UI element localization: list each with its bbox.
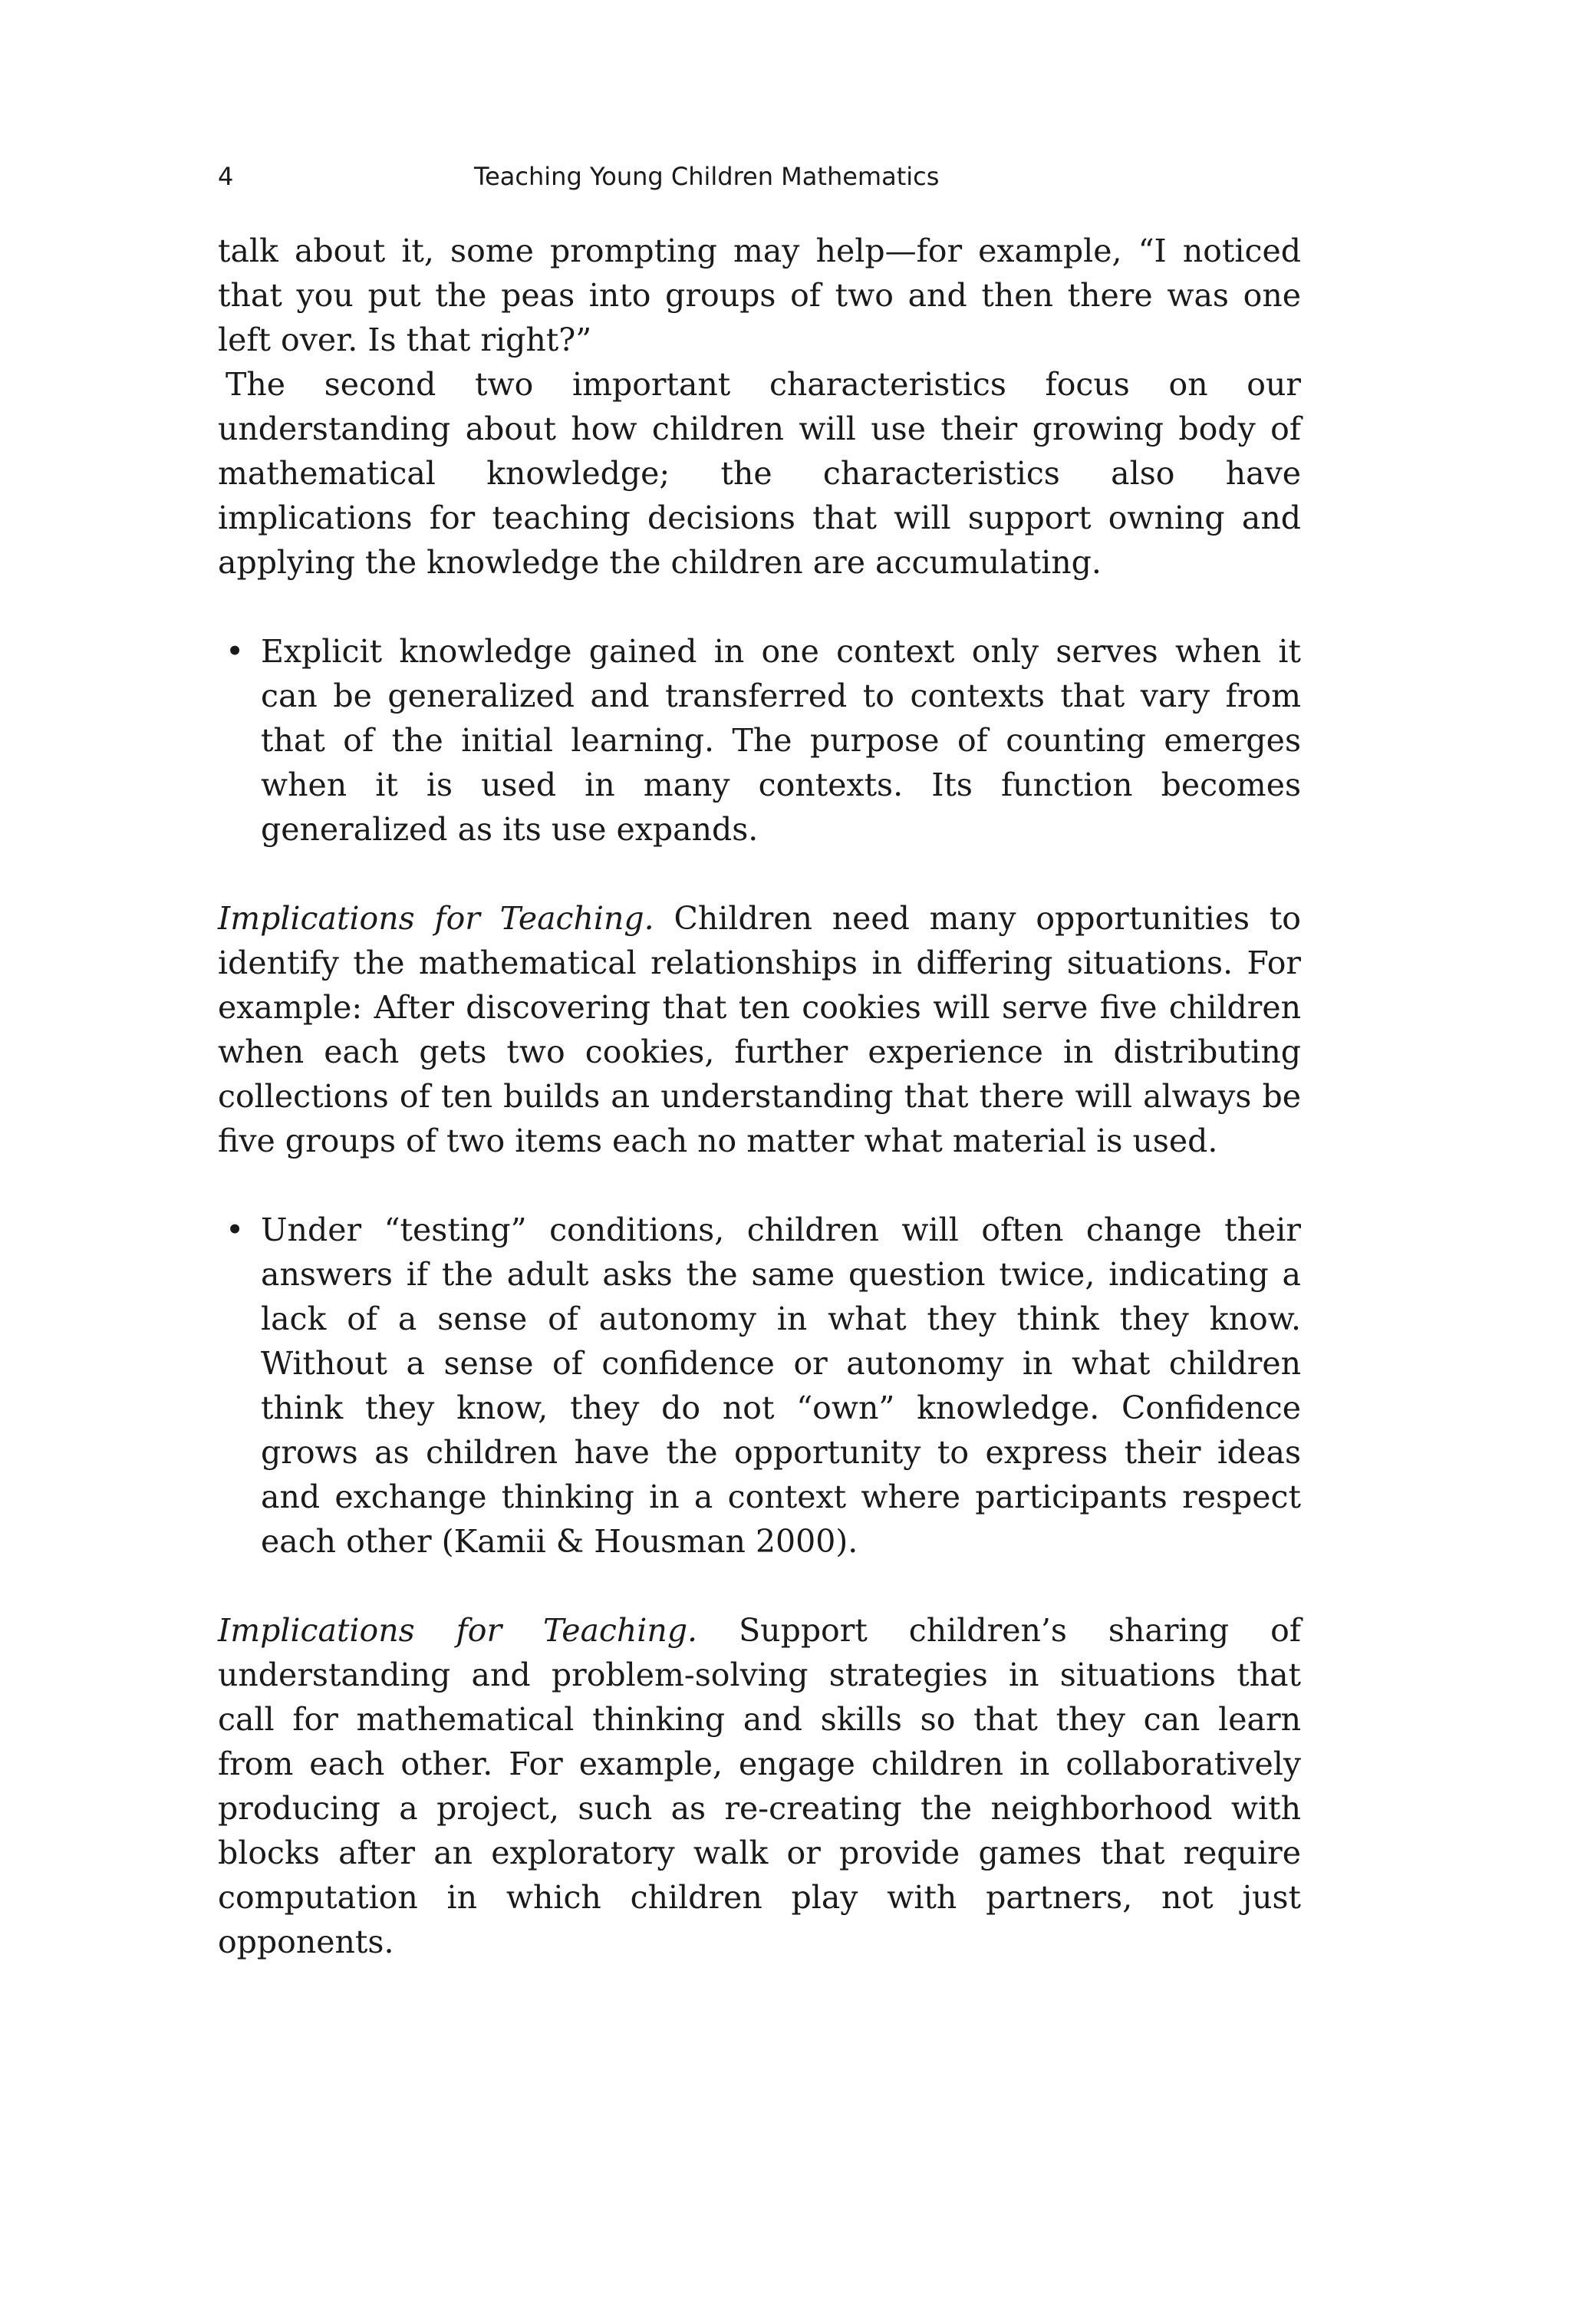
implications-text: Children need many opportunities to identify the mathematical relationships in differing situations. For example: After discovering that ten cookies will serve five children when each gets two cookies, further experience in distributing collections of ten builds an understanding that there will always be five groups of two items each no matter what material is used. [218, 900, 1301, 1159]
bullet-text: Under “testing” conditions, children will often change their answers if the adult asks the same question twice, indicating a lack of a sense of autonomy in what they think they know. Without a sense of confidence or autonomy in what children think they know, they do not “own” knowledge. Confidence grows as children have the opportunity to express their ideas and exchange thinking in a context where participants respect each other (Kamii & Housman 2000). [261, 1211, 1301, 1560]
implications-label: Implications for Teaching. [218, 1612, 698, 1649]
bullet-icon: • [226, 633, 245, 670]
implications-text: Support children’s sharing of understanding and problem-solving strategies in situations that call for mathematical thinking and skills so that they can learn from each other. For example, engage children in collaboratively producing a project, such as re-creating the neighborhood with blocks after an exploratory walk or provide games that require computation in which children play with partners, not just opponents. [218, 1612, 1302, 1960]
paragraph-characteristics: The second two important characteristics focus on our understanding about how children will use their growing body of mathematical knowledge; the characteristics also have implications for teaching decisions that will support owning and applying the knowledge the children are accumulating. [218, 366, 1301, 581]
bullet-icon: • [226, 1211, 245, 1248]
book-title: Teaching Young Children Mathematics [474, 162, 940, 191]
bullet-item-generalization [218, 629, 1301, 852]
implications-label: Implications for Teaching. [218, 900, 654, 937]
bullet-item-autonomy [218, 1208, 1301, 1564]
bullet-text: Explicit knowledge gained in one context only serves when it can be generalized and transferred to contexts that vary from that of the initial learning. The purpose of counting emerges when it is used in many contexts. Its function becomes generalized as its use expands. [261, 633, 1301, 848]
body-text [218, 229, 1301, 1964]
implications-paragraph-2 [218, 1608, 1301, 1964]
running-head [218, 157, 1322, 196]
implications-paragraph-1 [218, 896, 1301, 1163]
page-number: 4 [218, 162, 234, 191]
paragraph-continued: talk about it, some prompting may help—for example, “I noticed that you put the peas into groups of two and then there was one left over. Is that right?” [218, 232, 1301, 358]
